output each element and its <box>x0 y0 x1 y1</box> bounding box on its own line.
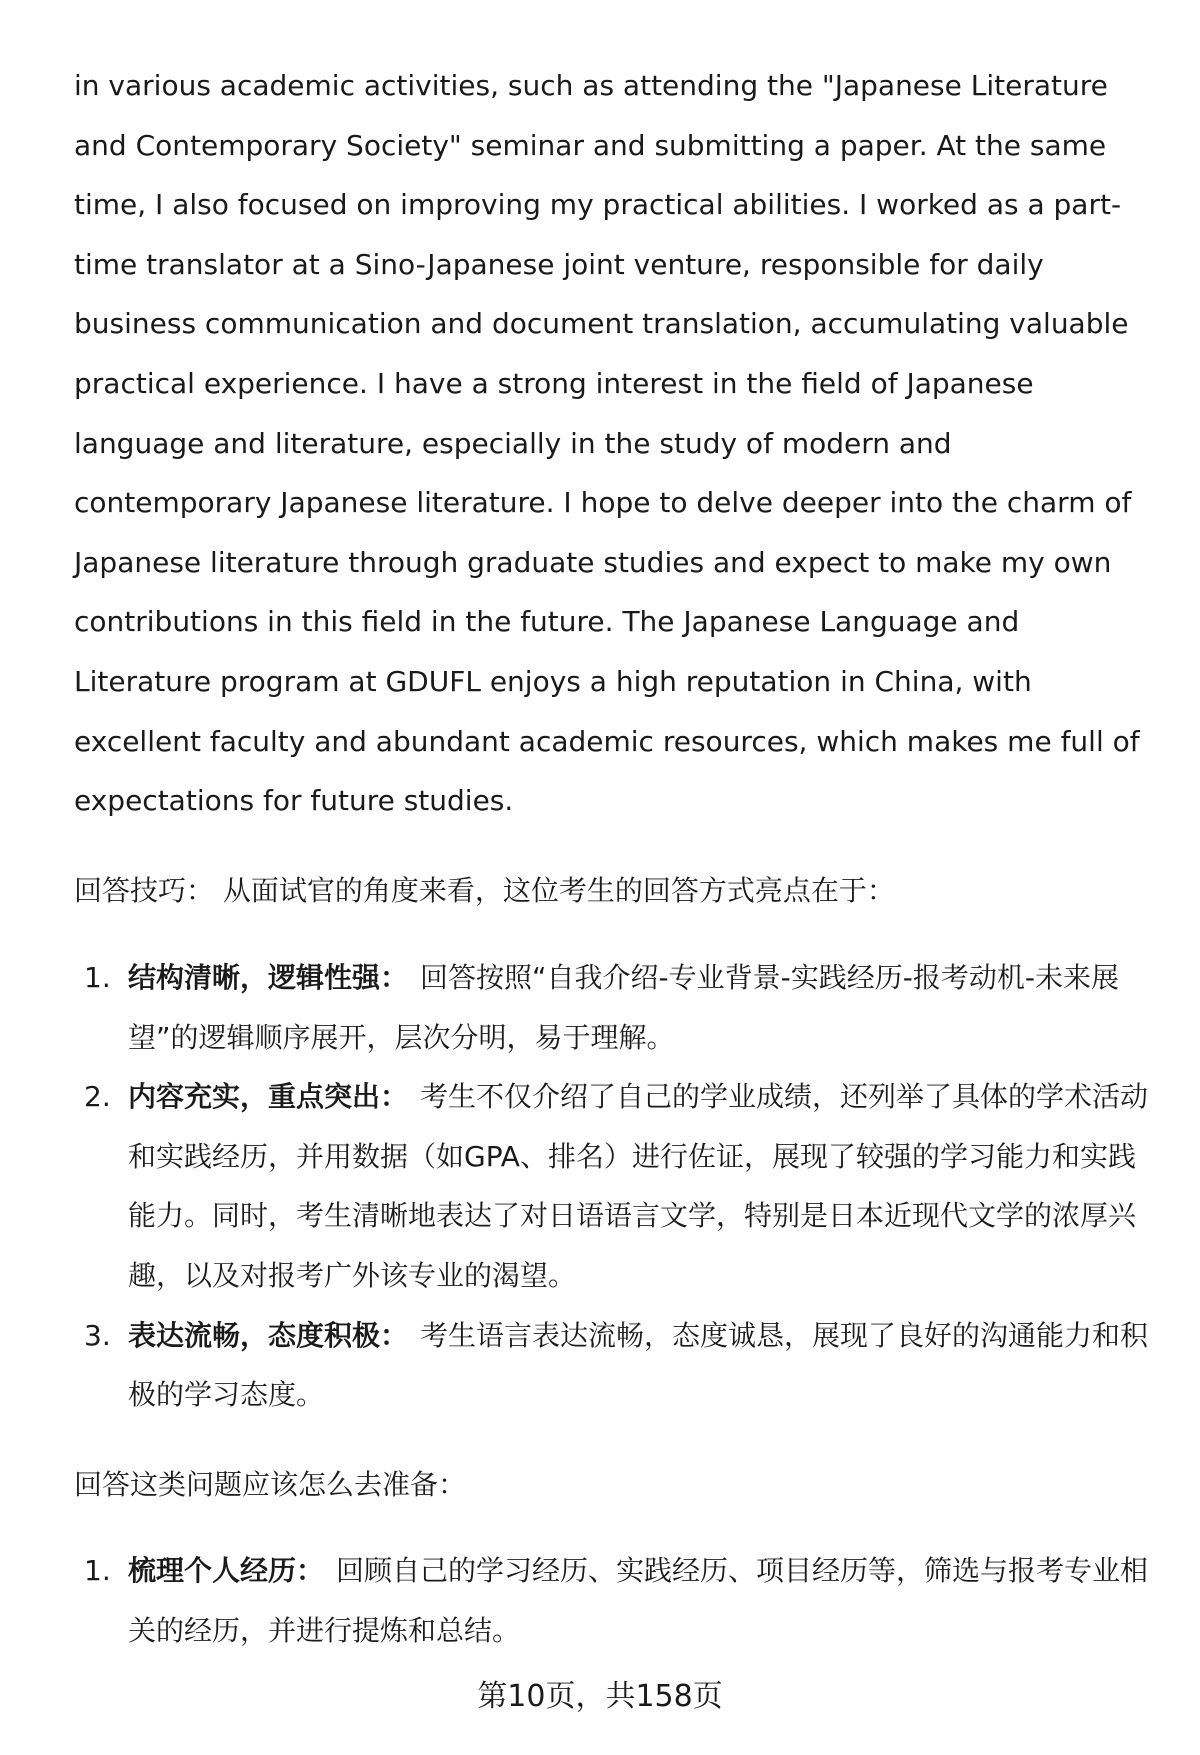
item-number: 3. <box>84 1318 111 1352</box>
intro-paragraph: in various academic activities, such as attending the "Japanese Literature and Contemporary Society" seminar and submitting a paper. At the same time, I also focused on improving my practical abilities. I worked as a part-time translator at a Sino-Japanese joint venture, responsible for daily business communication and document translation, accumulating valuable practical experience. I have a strong interest in the field of Japanese language and literature, especially in the study of modern and contemporary Japanese literature. I hope to delve deeper into the charm of Japanese literature through graduate studies and expect to make my own contributions in this field in the future. The Japanese Language and Literature program at GDUFL enjoys a high reputation in China, with excellent faculty and abundant academic resources, which makes me full of expectations for future studies. <box>74 69 1140 818</box>
page-number-footer: 第10页，共158页 <box>477 1679 723 1714</box>
item-text: 考生语言表达流畅，态度诚恳，展现了良好的沟通能力和积极的学习态度。 <box>128 1318 1149 1412</box>
item-text: 回答按照“自我介绍-专业背景-实践经历-报考动机-未来展望”的逻辑顺序展开，层次分明，易于理解。 <box>128 961 1119 1054</box>
item-number: 2. <box>84 1080 111 1114</box>
item-number: 1. <box>84 961 111 994</box>
item-title: 表达流畅，态度积极： <box>128 1318 409 1352</box>
item-text: 回顾自己的学习经历、实践经历、项目经历等，筛选与报考专业相关的经历，并进行提炼和总结。 <box>128 1554 1149 1647</box>
item-text: 考生不仅介绍了自己的学业成绩，还列举了具体的学术活动和实践经历，并用数据（如GPA、排名）进行佐证，展现了较强的学习能力和实践能力。同时，考生清晰地表达了对日语语言文学，特别是日本近现代文学的浓厚兴趣，以及对报考广外该专业的渴望。 <box>128 1080 1149 1292</box>
prep-list <box>74 1541 1154 1660</box>
item-title: 结构清晰，逻辑性强： <box>128 961 409 994</box>
list-item <box>74 1067 1154 1305</box>
item-title: 梳理个人经历： <box>128 1554 325 1587</box>
list-item <box>74 1306 1154 1425</box>
tips-list <box>74 948 1154 1425</box>
item-title: 内容充实，重点突出： <box>128 1080 409 1114</box>
list-item <box>74 948 1154 1067</box>
tips-heading: 回答技巧： 从面试官的角度来看，这位考生的回答方式亮点在于： <box>74 874 895 907</box>
list-item <box>74 1541 1154 1660</box>
prep-heading: 回答这类问题应该怎么去准备： <box>74 1468 467 1501</box>
item-number: 1. <box>84 1554 111 1587</box>
